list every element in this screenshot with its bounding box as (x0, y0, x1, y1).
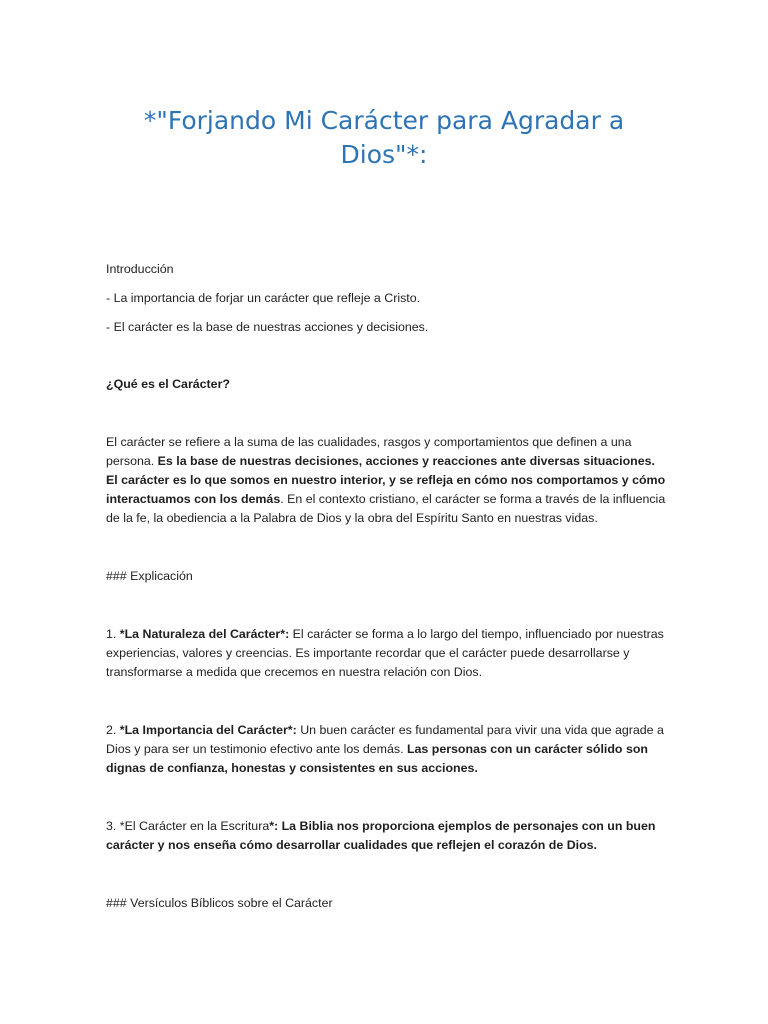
definition-text-bold: Es la base de nuestras decisiones, acciones y reacciones ante diversas situaciones. El carácter es lo que somos en nuestro interior, y se refleja en cómo nos comportamos y cómo interactuamos con los demás (106, 454, 666, 506)
point-2-number: 2. (106, 723, 120, 737)
point-1-text: El carácter se forma a lo largo del tiempo, influenciado por nuestras experiencias, valores y creencias. Es importante recordar que el carácter puede desarrollarse y transformarse a medida que crecemos en nuestra relación con Dios. (106, 627, 664, 679)
intro-heading: Introducción (106, 262, 174, 276)
verses-heading: ### Versículos Bíblicos sobre el Carácter (106, 896, 333, 910)
point-3-title: 3. *El Carácter en la Escritura (106, 819, 270, 833)
point-1-number: 1. (106, 627, 120, 641)
point-1-paragraph (106, 625, 666, 682)
intro-point-1: - La importancia de forjar un carácter que refleje a Cristo. (106, 291, 421, 305)
point-3-paragraph (106, 817, 666, 855)
intro-point-2: - El carácter es la base de nuestras acciones y decisiones. (106, 320, 429, 334)
what-is-character-heading: ¿Qué es el Carácter? (106, 377, 230, 391)
definition-text-1: El carácter se refiere a la suma de las cualidades, rasgos y comportamientos que definen a una persona. (106, 435, 632, 468)
point-2-paragraph (106, 721, 666, 778)
definition-paragraph (106, 433, 666, 528)
point-3-bold-text: *: La Biblia nos proporciona ejemplos de personajes con un buen carácter y nos enseña cómo desarrollar cualidades que reflejen el corazón de Dios. (106, 819, 656, 852)
explanation-heading: ### Explicación (106, 569, 193, 583)
point-2-text: Un buen carácter es fundamental para vivir una vida que agrade a Dios y para ser un testimonio efectivo ante los demás. (106, 723, 664, 756)
document-title: *"Forjando Mi Carácter para Agradar a Dios"*: (143, 106, 625, 169)
definition-text-3: . En el contexto cristiano, el carácter se forma a través de la influencia de la fe, la obediencia a la Palabra de Dios y la obra del Espíritu Santo en nuestras vidas. (106, 492, 666, 525)
point-1-title: *La Naturaleza del Carácter*: (119, 627, 290, 641)
point-2-title: *La Importancia del Carácter*: (119, 723, 297, 737)
point-2-bold-text: Las personas con un carácter sólido son dignas de confianza, honestas y consistentes en sus acciones. (106, 742, 648, 775)
